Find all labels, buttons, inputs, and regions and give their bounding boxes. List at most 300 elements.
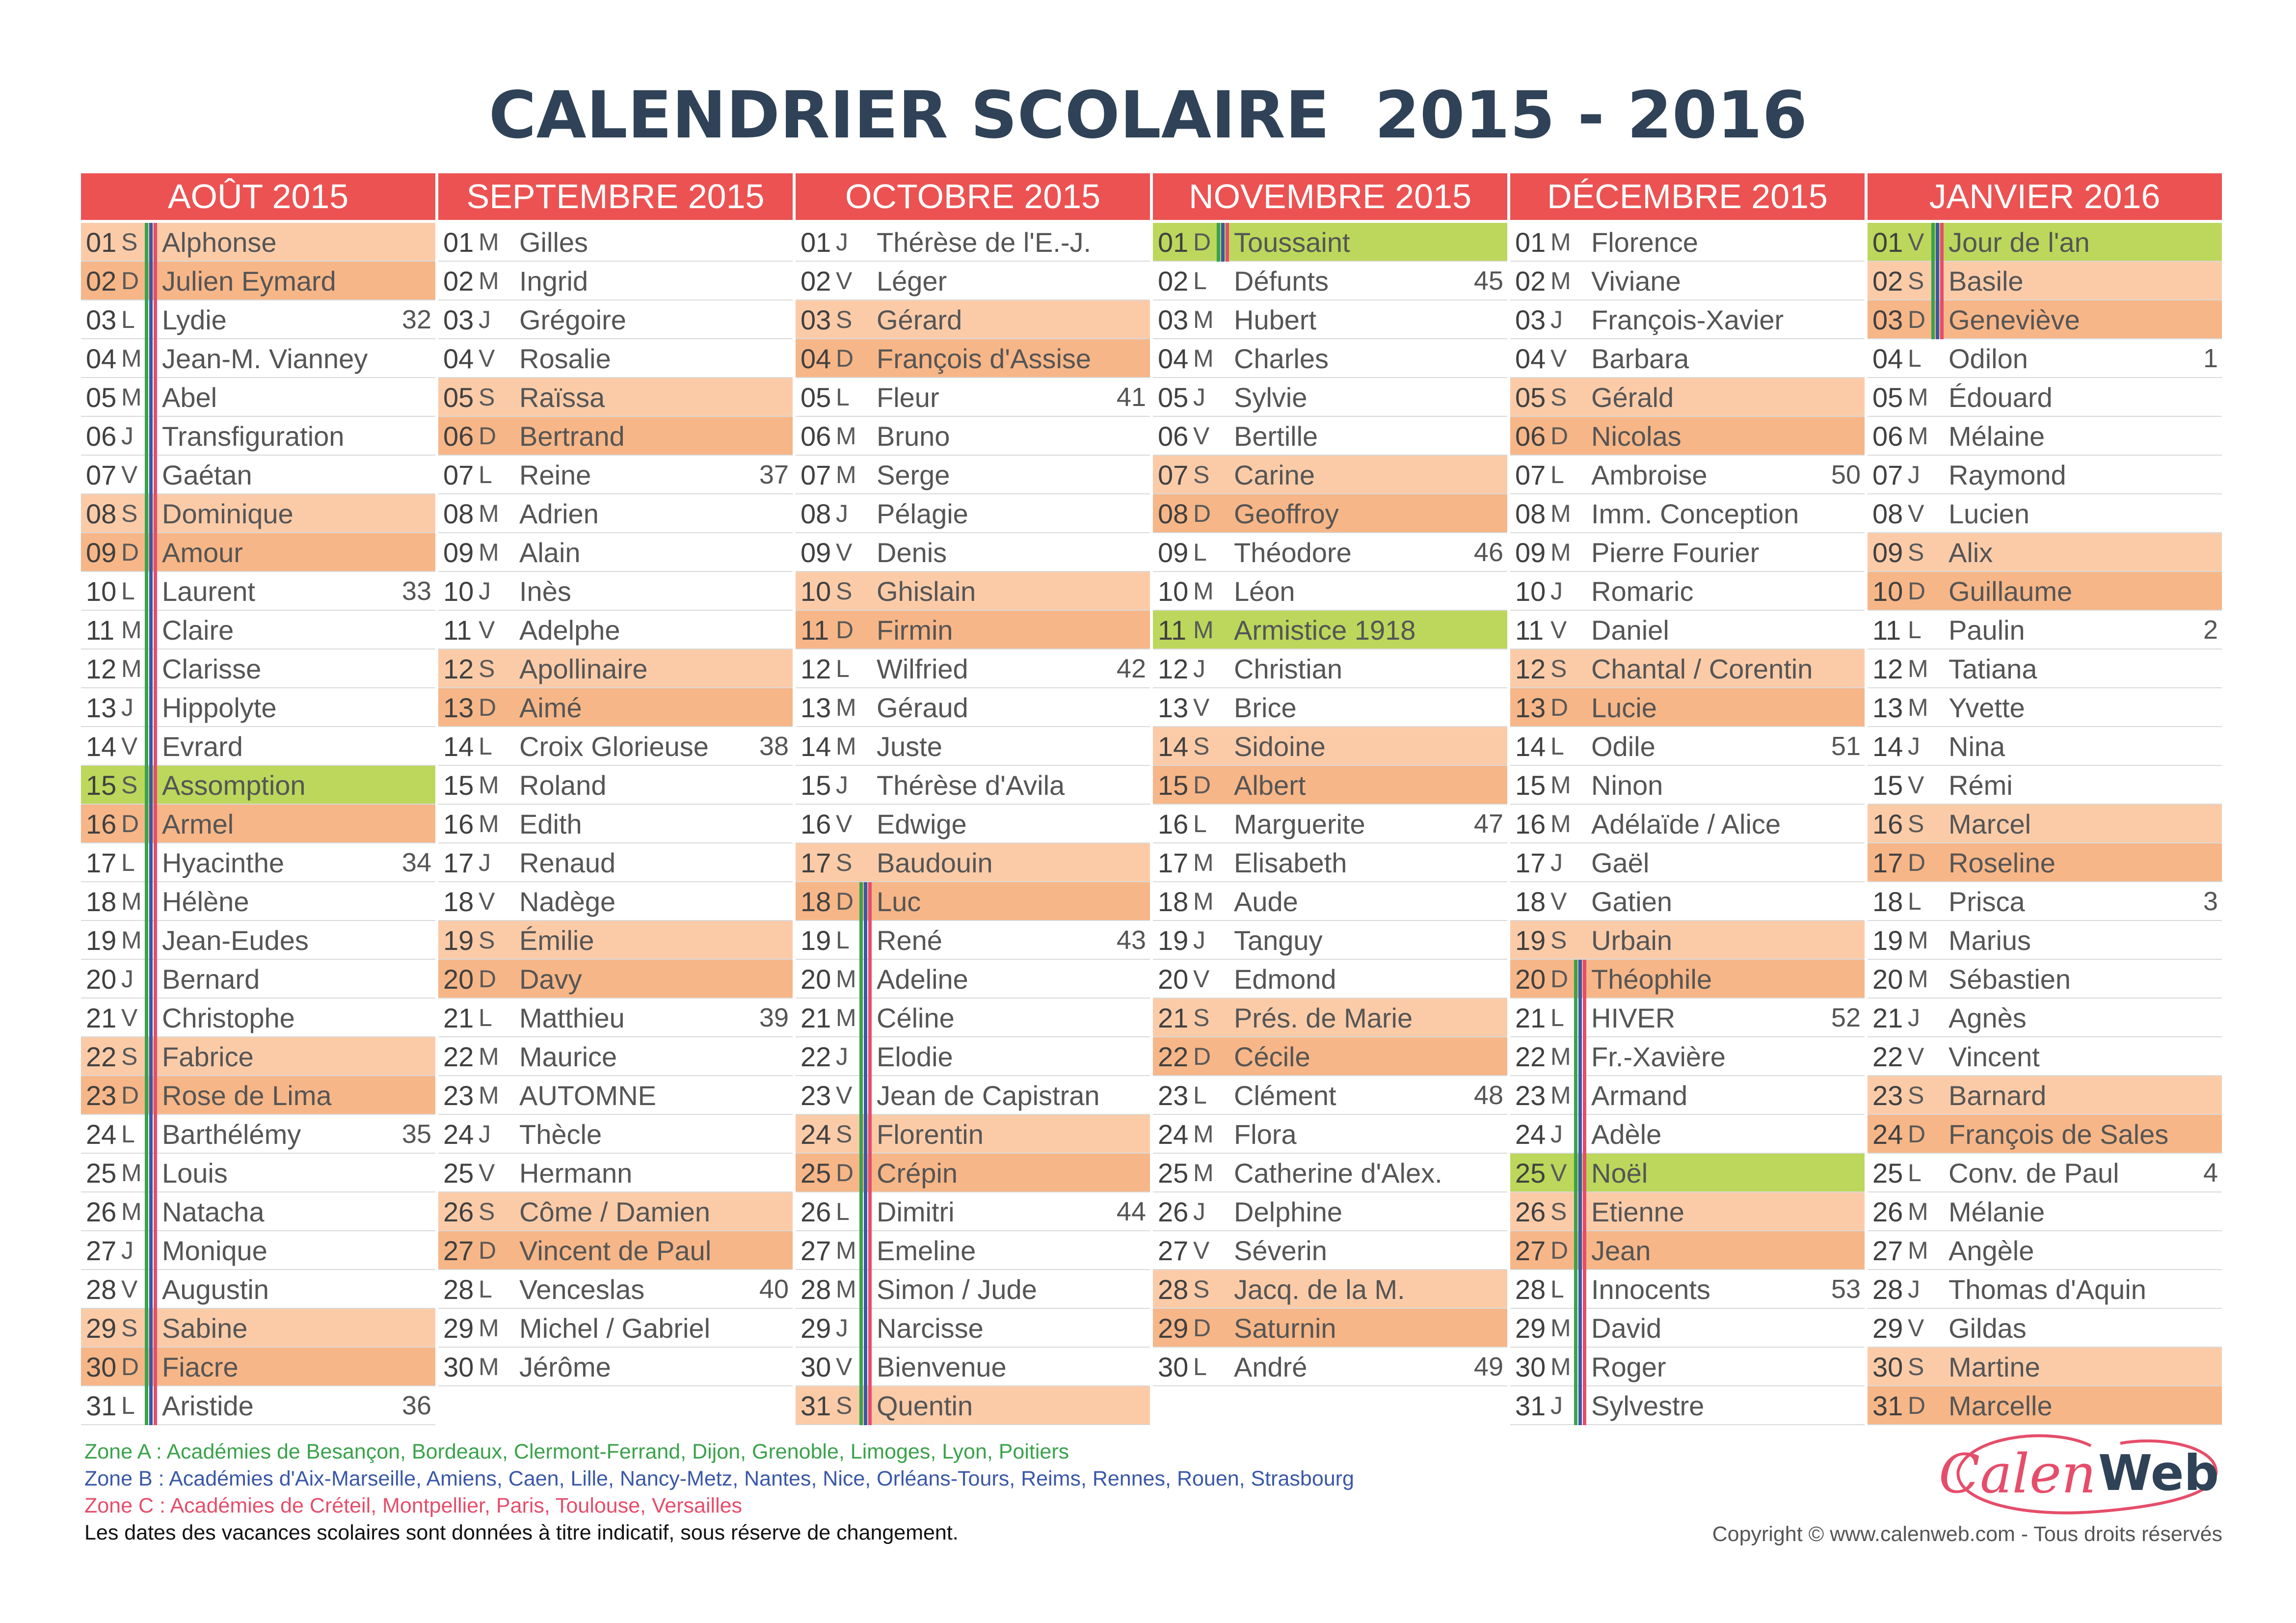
- day-row: [81, 378, 435, 417]
- day-row: [1510, 417, 1865, 456]
- week-number: 35: [401, 1119, 431, 1149]
- day-number: 03: [1872, 304, 1903, 335]
- day-of-week: D: [1550, 694, 1569, 721]
- day-row: [81, 611, 435, 649]
- saint-name: Reine: [519, 460, 591, 490]
- day-number: 09: [443, 537, 474, 568]
- day-row: [796, 456, 1150, 494]
- week-number: 43: [1116, 925, 1146, 955]
- day-list: [438, 223, 793, 1386]
- day-row: [438, 1037, 793, 1076]
- vacation-bar-zone-c: [1583, 1115, 1586, 1154]
- day-number: 29: [1515, 1313, 1546, 1344]
- day-row: [1510, 960, 1865, 999]
- logo-text-calen: Calen: [1939, 1442, 2096, 1505]
- day-number: 25: [801, 1158, 831, 1189]
- saint-name: Rosalie: [519, 343, 611, 374]
- day-row: [81, 1231, 435, 1270]
- week-number: 1: [2203, 344, 2218, 373]
- vacation-zones: [859, 1076, 874, 1115]
- day-row: [438, 262, 793, 300]
- vacation-bar-zone-a: [145, 843, 148, 882]
- day-of-week: D: [121, 267, 139, 295]
- day-number: 16: [443, 809, 474, 839]
- vacation-bar-zone-c: [154, 1192, 157, 1231]
- saint-name: Rose de Lima: [162, 1080, 332, 1111]
- saint-name: Prés. de Marie: [1234, 1002, 1413, 1033]
- day-row: [1153, 1270, 1507, 1309]
- saint-name: Jacq. de la M.: [1234, 1274, 1405, 1305]
- vacation-bar-zone-a: [1574, 999, 1577, 1037]
- day-of-week: M: [1908, 965, 1928, 993]
- vacation-bar-zone-b: [1221, 223, 1225, 262]
- day-number: 07: [1515, 460, 1546, 490]
- vacation-bar-zone-a: [859, 1154, 863, 1192]
- vacation-bar-zone-b: [149, 223, 153, 262]
- day-of-week: V: [121, 732, 138, 760]
- day-number: 17: [86, 847, 117, 878]
- day-row: [1510, 921, 1865, 960]
- day-number: 28: [443, 1274, 474, 1305]
- vacation-bar-zone-a: [1931, 223, 1935, 262]
- day-row: [438, 805, 793, 843]
- day-row: [796, 1076, 1150, 1115]
- day-of-week: D: [479, 1237, 497, 1264]
- vacation-bar-zone-a: [1574, 1309, 1577, 1348]
- day-number: 21: [1515, 1002, 1546, 1033]
- page-title: CALENDRIER SCOLAIRE 2015 - 2016: [488, 78, 1808, 153]
- day-of-week: L: [1193, 539, 1207, 566]
- legend-zone-b: Zone B : Académies d'Aix-Marseille, Amiens, Caen, Lille, Nancy-Metz, Nantes, Nice, Orléans-Tours, Reims, Rennes, Rouen, Strasbourg: [84, 1467, 1354, 1490]
- day-number: 01: [1515, 227, 1546, 258]
- day-number: 15: [443, 770, 474, 801]
- day-of-week: J: [479, 306, 491, 333]
- day-number: 12: [1158, 653, 1189, 684]
- day-number: 14: [1872, 731, 1903, 762]
- saint-name: Côme / Damien: [519, 1196, 711, 1227]
- day-of-week: J: [479, 577, 491, 605]
- saint-name: Fr.-Xavière: [1591, 1041, 1726, 1072]
- vacation-bar-zone-b: [149, 339, 153, 378]
- day-row: [1510, 1309, 1865, 1348]
- day-number: 29: [1158, 1313, 1189, 1344]
- day-row: [1868, 1270, 2222, 1309]
- vacation-bar-zone-b: [864, 960, 867, 999]
- saint-name: Urbain: [1591, 925, 1672, 956]
- day-row: [1153, 882, 1507, 921]
- day-background: [438, 1115, 793, 1154]
- calendar-grid: [81, 173, 2225, 1430]
- vacation-bar-zone-b: [864, 921, 867, 960]
- vacation-bar-zone-b: [149, 1154, 153, 1192]
- day-number: 22: [443, 1041, 474, 1072]
- vacation-bar-zone-b: [864, 1076, 867, 1115]
- vacation-zones: [1574, 1270, 1589, 1309]
- day-number: 09: [1872, 537, 1903, 568]
- saint-name: Martine: [1949, 1352, 2040, 1382]
- vacation-bar-zone-a: [145, 1348, 148, 1386]
- day-number: 01: [86, 227, 117, 258]
- day-of-week: V: [121, 1004, 138, 1031]
- saint-name: Yvette: [1949, 692, 2025, 723]
- day-row: [1868, 572, 2222, 611]
- day-of-week: M: [1193, 849, 1214, 876]
- day-row: [1510, 1037, 1865, 1076]
- vacation-bar-zone-b: [149, 1348, 153, 1386]
- vacation-zones: [145, 262, 160, 300]
- day-number: 01: [443, 227, 474, 258]
- day-number: 18: [801, 886, 831, 917]
- day-row: [81, 649, 435, 688]
- saint-name: Thérèse d'Avila: [877, 770, 1065, 801]
- vacation-zones: [145, 882, 160, 921]
- day-of-week: L: [1550, 1275, 1564, 1303]
- month-column: [1153, 173, 1507, 1430]
- day-row: [796, 1386, 1150, 1425]
- day-row: [1510, 843, 1865, 882]
- day-row: [1868, 378, 2222, 417]
- day-of-week: L: [479, 732, 492, 760]
- vacation-bar-zone-c: [154, 1037, 157, 1076]
- day-number: 19: [443, 925, 474, 956]
- day-row: [1153, 572, 1507, 611]
- vacation-bar-zone-a: [859, 999, 863, 1037]
- day-of-week: J: [1550, 306, 1563, 333]
- day-row: [796, 1270, 1150, 1309]
- day-of-week: S: [1908, 1082, 1924, 1109]
- vacation-bar-zone-b: [1578, 1348, 1582, 1386]
- saint-name: Dimitri: [877, 1196, 955, 1227]
- day-row: [1153, 417, 1507, 456]
- day-of-week: S: [836, 849, 853, 876]
- day-number: 03: [86, 304, 117, 335]
- day-number: 13: [1872, 692, 1903, 723]
- day-row: [438, 1309, 793, 1348]
- vacation-bar-zone-c: [868, 1076, 872, 1115]
- vacation-zones: [145, 1309, 160, 1348]
- day-background: [796, 494, 1150, 533]
- day-row: [796, 339, 1150, 378]
- day-row: [81, 417, 435, 456]
- day-row: [1153, 999, 1507, 1037]
- vacation-bar-zone-a: [145, 960, 148, 999]
- day-of-week: M: [836, 694, 856, 721]
- saint-name: Sabine: [162, 1313, 248, 1344]
- day-of-week: S: [121, 1314, 138, 1342]
- day-number: 27: [1515, 1235, 1546, 1266]
- day-number: 21: [86, 1002, 117, 1033]
- day-row: [1868, 805, 2222, 843]
- saint-name: François de Sales: [1949, 1119, 2169, 1150]
- day-of-week: M: [121, 926, 142, 954]
- month-column: [796, 173, 1150, 1430]
- vacation-bar-zone-c: [1583, 1270, 1586, 1309]
- day-row: [81, 223, 435, 262]
- vacation-bar-zone-b: [149, 300, 153, 339]
- day-of-week: M: [836, 1004, 856, 1031]
- day-row: [81, 1309, 435, 1348]
- day-number: 02: [86, 266, 117, 297]
- saint-name: Jean-Eudes: [162, 925, 309, 956]
- day-of-week: V: [1908, 771, 1924, 799]
- day-number: 10: [1158, 576, 1189, 607]
- vacation-bar-zone-b: [1936, 262, 1939, 300]
- vacation-bar-zone-c: [154, 1309, 157, 1348]
- day-of-week: S: [479, 655, 495, 682]
- day-number: 22: [86, 1041, 117, 1072]
- vacation-bar-zone-b: [149, 1270, 153, 1309]
- day-of-week: D: [1908, 849, 1926, 876]
- day-number: 13: [86, 692, 117, 723]
- vacation-zones: [145, 843, 160, 882]
- day-number: 02: [443, 266, 474, 297]
- day-of-week: S: [1193, 461, 1210, 488]
- week-number: 34: [401, 848, 431, 877]
- day-of-week: V: [479, 1159, 495, 1187]
- vacation-bar-zone-b: [149, 611, 153, 649]
- day-list: [1510, 223, 1865, 1425]
- day-number: 30: [1872, 1352, 1903, 1382]
- day-number: 04: [443, 343, 474, 374]
- saint-name: Fiacre: [162, 1352, 239, 1382]
- day-row: [438, 1231, 793, 1270]
- saint-name: Nicolas: [1591, 421, 1682, 452]
- vacation-bar-zone-b: [149, 727, 153, 766]
- day-number: 10: [443, 576, 474, 607]
- day-number: 16: [801, 809, 831, 839]
- vacation-bar-zone-b: [149, 456, 153, 494]
- day-of-week: D: [1550, 422, 1569, 450]
- day-row: [81, 572, 435, 611]
- day-number: 16: [86, 809, 117, 839]
- saint-name: Hippolyte: [162, 692, 277, 723]
- saint-name: Louis: [162, 1158, 228, 1189]
- day-list: [81, 223, 435, 1425]
- day-of-week: L: [836, 1198, 850, 1225]
- day-number: 07: [443, 460, 474, 490]
- day-number: 29: [86, 1313, 117, 1344]
- day-number: 06: [1872, 421, 1903, 452]
- day-of-week: V: [1193, 422, 1210, 450]
- day-row: [1510, 378, 1865, 417]
- day-row: [438, 1154, 793, 1192]
- vacation-zones: [145, 456, 160, 494]
- saint-name: Innocents: [1591, 1274, 1710, 1305]
- day-row: [81, 882, 435, 921]
- day-number: 17: [1158, 847, 1189, 878]
- day-number: 04: [86, 343, 117, 374]
- saint-name: Imm. Conception: [1591, 498, 1799, 529]
- day-of-week: M: [479, 228, 499, 256]
- saint-name: Venceslas: [519, 1274, 645, 1305]
- vacation-zones: [1931, 223, 1946, 262]
- saint-name: Dominique: [162, 498, 294, 529]
- day-row: [81, 1386, 435, 1425]
- day-of-week: V: [1550, 1159, 1567, 1187]
- day-number: 29: [1872, 1313, 1903, 1344]
- vacation-bar-zone-c: [154, 339, 157, 378]
- vacation-bar-zone-a: [859, 921, 863, 960]
- vacation-zones: [145, 572, 160, 611]
- vacation-bar-zone-b: [1578, 1231, 1582, 1270]
- day-number: 05: [801, 382, 831, 413]
- day-number: 22: [1872, 1041, 1903, 1072]
- vacation-zones: [1574, 1348, 1589, 1386]
- day-number: 02: [1515, 266, 1546, 297]
- vacation-bar-zone-a: [145, 805, 148, 843]
- day-row: [796, 378, 1150, 417]
- vacation-bar-zone-c: [868, 1037, 872, 1076]
- day-row: [1510, 882, 1865, 921]
- saint-name: Brice: [1234, 692, 1297, 723]
- day-row: [1153, 1037, 1507, 1076]
- copyright-text: Copyright © www.calenweb.com - Tous droits réservés: [1712, 1522, 2222, 1546]
- day-row: [81, 494, 435, 533]
- vacation-zones: [1574, 1037, 1589, 1076]
- day-row: [1868, 727, 2222, 766]
- day-number: 26: [801, 1196, 831, 1227]
- day-of-week: D: [1550, 1237, 1569, 1264]
- day-of-week: V: [479, 616, 495, 644]
- saint-name: Nina: [1949, 731, 2005, 762]
- saint-name: Evrard: [162, 731, 243, 762]
- vacation-bar-zone-a: [859, 1270, 863, 1309]
- saint-name: Simon / Jude: [877, 1274, 1037, 1305]
- day-number: 05: [1872, 382, 1903, 413]
- day-row: [438, 843, 793, 882]
- saint-name: Thècle: [519, 1119, 602, 1150]
- day-of-week: M: [479, 267, 499, 295]
- day-number: 10: [801, 576, 831, 607]
- saint-name: Lydie: [162, 304, 227, 335]
- saint-name: Barthélémy: [162, 1119, 301, 1150]
- vacation-zones: [1574, 1386, 1589, 1425]
- day-number: 06: [86, 421, 117, 452]
- day-of-week: J: [121, 1237, 133, 1264]
- saint-name: Mélaine: [1949, 421, 2045, 452]
- vacation-bar-zone-c: [154, 843, 157, 882]
- vacation-bar-zone-a: [1931, 262, 1935, 300]
- day-row: [438, 1076, 793, 1115]
- day-number: 24: [86, 1119, 117, 1150]
- day-number: 19: [1158, 925, 1189, 956]
- vacation-bar-zone-a: [145, 688, 148, 727]
- saint-name: Grégoire: [519, 304, 626, 335]
- day-row: [1153, 805, 1507, 843]
- day-number: 28: [1515, 1274, 1546, 1305]
- day-of-week: S: [1550, 383, 1567, 411]
- day-row: [438, 417, 793, 456]
- vacation-bar-zone-c: [154, 882, 157, 921]
- day-number: 12: [1872, 653, 1903, 684]
- day-row: [1510, 533, 1865, 572]
- day-of-week: J: [121, 965, 133, 993]
- saint-name: Géraud: [877, 692, 968, 723]
- day-number: 10: [1872, 576, 1903, 607]
- vacation-bar-zone-b: [149, 649, 153, 688]
- vacation-bar-zone-c: [154, 1386, 157, 1425]
- day-row: [796, 766, 1150, 805]
- day-number: 21: [1872, 1002, 1903, 1033]
- vacation-bar-zone-b: [1578, 1115, 1582, 1154]
- saint-name: Crépin: [877, 1158, 958, 1189]
- day-row: [1868, 1192, 2222, 1231]
- vacation-zones: [145, 417, 160, 456]
- vacation-bar-zone-c: [154, 611, 157, 649]
- saint-name: Vincent: [1949, 1041, 2040, 1072]
- vacation-bar-zone-c: [1583, 1386, 1586, 1425]
- day-row: [81, 921, 435, 960]
- saint-name: Monique: [162, 1235, 267, 1266]
- vacation-zones: [145, 960, 160, 999]
- day-of-week: D: [836, 1159, 854, 1187]
- day-of-week: L: [1193, 1082, 1207, 1109]
- day-of-week: D: [836, 888, 854, 915]
- vacation-bar-zone-b: [1578, 1037, 1582, 1076]
- day-of-week: L: [1193, 267, 1207, 295]
- day-of-week: S: [121, 1043, 138, 1070]
- saint-name: Agnès: [1949, 1002, 2027, 1033]
- day-of-week: V: [1550, 888, 1567, 915]
- saint-name: Léger: [877, 266, 947, 297]
- day-number: 30: [1158, 1352, 1189, 1382]
- day-of-week: M: [479, 1043, 499, 1070]
- day-of-week: M: [479, 771, 499, 799]
- day-number: 28: [801, 1274, 831, 1305]
- saint-name: Natacha: [162, 1196, 265, 1227]
- vacation-bar-zone-b: [864, 1231, 867, 1270]
- day-of-week: V: [479, 345, 495, 372]
- day-number: 15: [801, 770, 831, 801]
- day-of-week: D: [1193, 1314, 1211, 1342]
- day-of-week: M: [1550, 500, 1571, 527]
- day-number: 11: [86, 615, 115, 646]
- saint-name: Tanguy: [1234, 925, 1323, 956]
- day-of-week: L: [121, 1392, 135, 1419]
- day-background: [1510, 1115, 1865, 1154]
- day-of-week: J: [1908, 1275, 1920, 1303]
- day-number: 22: [801, 1041, 831, 1072]
- day-row: [438, 1115, 793, 1154]
- day-row: [1153, 223, 1507, 262]
- day-of-week: M: [1550, 1314, 1571, 1342]
- saint-name: Léon: [1234, 576, 1295, 607]
- day-row: [1868, 766, 2222, 805]
- day-row: [1868, 1037, 2222, 1076]
- saint-name: Firmin: [877, 615, 953, 646]
- day-row: [796, 1154, 1150, 1192]
- week-number: 4: [2203, 1158, 2218, 1188]
- day-of-week: S: [1908, 1353, 1924, 1380]
- saint-name: Roseline: [1949, 847, 2056, 878]
- day-row: [1153, 1154, 1507, 1192]
- day-row: [1868, 1309, 2222, 1348]
- day-number: 29: [801, 1313, 831, 1344]
- vacation-zones: [1574, 1192, 1589, 1231]
- day-row: [1510, 300, 1865, 339]
- vacation-bar-zone-a: [145, 1309, 148, 1348]
- saint-name: Sidoine: [1234, 731, 1326, 762]
- day-number: 02: [1872, 266, 1903, 297]
- saint-name: Edwige: [877, 809, 967, 839]
- saint-name: Armistice 1918: [1234, 615, 1416, 646]
- day-of-week: L: [836, 383, 850, 411]
- saint-name: Thomas d'Aquin: [1949, 1274, 2146, 1305]
- vacation-zones: [1574, 1231, 1589, 1270]
- vacation-bar-zone-a: [1574, 1270, 1577, 1309]
- day-number: 26: [443, 1196, 474, 1227]
- vacation-bar-zone-a: [145, 1386, 148, 1425]
